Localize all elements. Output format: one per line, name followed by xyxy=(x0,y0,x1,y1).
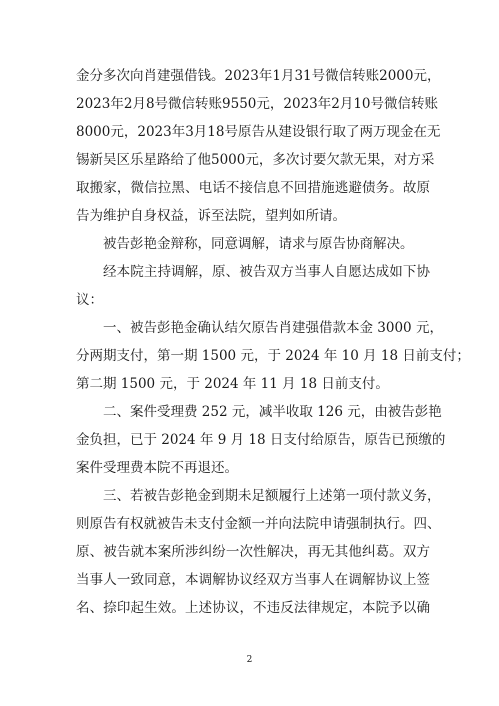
text-line: 锡新吴区乐星路给了他5000元，多次讨要欠款无果，对方采 xyxy=(76,152,435,168)
text-line: 2023年2月8号微信转账9550元，2023年2月10号微信转账 xyxy=(76,96,439,112)
text-line: 金负担，已于 2024 年 9 月 18 日支付给原告，原告已预缴的 xyxy=(76,432,446,448)
text-line: 一、被告彭艳金确认结欠原告肖建强借款本金 3000 元， xyxy=(103,320,443,336)
text-line: 经本院主持调解，原、被告双方当事人自愿达成如下协 xyxy=(103,264,430,280)
text-line: 告为维护自身权益，诉至法院，望判如所请。 xyxy=(76,208,346,224)
text-line: 被告彭艳金辩称，同意调解，请求与原告协商解决。 xyxy=(103,236,414,252)
text-line: 二、案件受理费 252 元，减半收取 126 元，由被告彭艳 xyxy=(103,404,442,420)
text-line: 8000元，2023年3月18号原告从建设银行取了两万现金在无 xyxy=(76,124,441,140)
text-line: 议： xyxy=(76,292,103,308)
page-number: 2 xyxy=(246,655,253,665)
text-line: 案件受理费本院不再退还。 xyxy=(76,460,238,476)
text-line: 名、捺印起生效。上述协议，不违反法律规定，本院予以确 xyxy=(76,600,430,616)
text-line: 金分多次向肖建强借钱。2023年1月31号微信转账2000元， xyxy=(76,68,441,84)
text-line: 原、被告就本案所涉纠纷一次性解决，再无其他纠葛。双方 xyxy=(76,544,430,560)
text-line: 取搬家，微信拉黑、电话不接信息不回措施逃避债务。故原 xyxy=(76,180,430,196)
text-line: 当事人一致同意，本调解协议经双方当事人在调解协议上签 xyxy=(76,572,430,588)
body-text xyxy=(76,62,470,622)
text-line: 第二期 1500 元，于 2024 年 11 月 18 日前支付。 xyxy=(76,376,389,392)
text-line: 则原告有权就被告未支付金额一并向法院申请强制执行。四、 xyxy=(76,516,441,532)
text-line: 分两期支付，第一期 1500 元，于 2024 年 10 月 18 日前支付； xyxy=(76,348,470,364)
text-line: 三、若被告彭艳金到期未足额履行上述第一项付款义务， xyxy=(103,488,441,504)
